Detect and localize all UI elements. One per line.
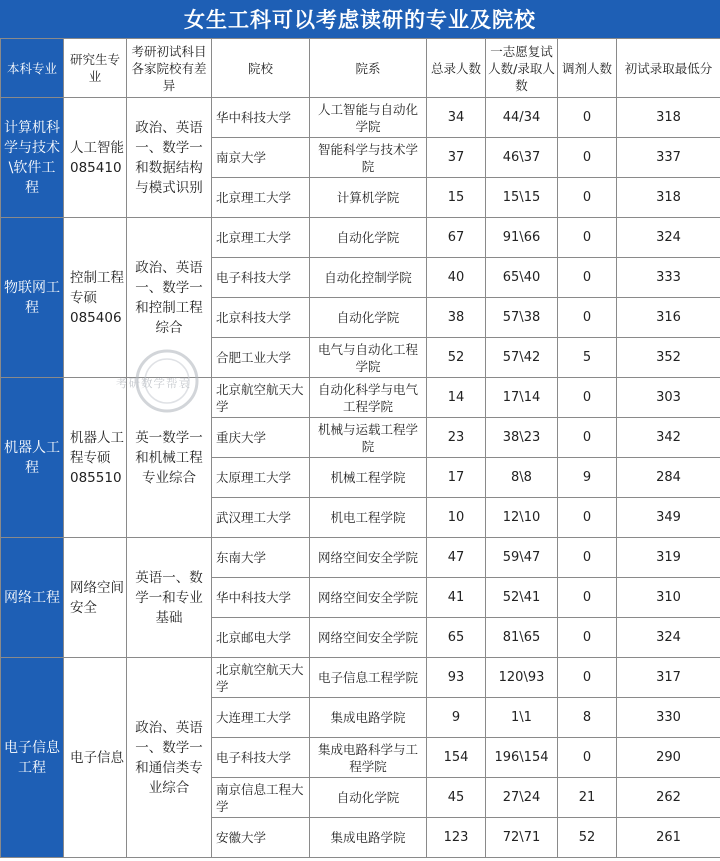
ratio-cell: 196\154 <box>486 738 558 778</box>
total-cell: 123 <box>427 818 486 858</box>
ratio-cell: 91\66 <box>486 218 558 258</box>
ratio-cell: 57\38 <box>486 298 558 338</box>
school-cell: 重庆大学 <box>212 418 310 458</box>
adjust-cell: 9 <box>558 458 617 498</box>
total-cell: 67 <box>427 218 486 258</box>
min-score-cell: 310 <box>617 578 720 618</box>
min-score-cell: 342 <box>617 418 720 458</box>
data-table <box>0 38 720 858</box>
table-row <box>1 658 720 698</box>
adjust-cell: 0 <box>558 658 617 698</box>
ratio-cell: 72\71 <box>486 818 558 858</box>
table-row <box>1 378 720 418</box>
adjust-cell: 0 <box>558 258 617 298</box>
watermark-text: 考研数学帮袁 <box>116 376 191 390</box>
adjust-cell: 0 <box>558 578 617 618</box>
adjust-cell: 52 <box>558 818 617 858</box>
school-cell: 北京航空航天大学 <box>212 658 310 698</box>
undergrad-major-cell: 电子信息工程 <box>1 658 64 858</box>
min-score-cell: 318 <box>617 178 720 218</box>
department-cell: 集成电路学院 <box>310 698 427 738</box>
school-cell: 东南大学 <box>212 538 310 578</box>
min-score-cell: 352 <box>617 338 720 378</box>
ratio-cell: 65\40 <box>486 258 558 298</box>
min-score-cell: 333 <box>617 258 720 298</box>
table-body <box>1 98 720 858</box>
min-score-cell: 330 <box>617 698 720 738</box>
total-cell: 41 <box>427 578 486 618</box>
ratio-cell: 57\42 <box>486 338 558 378</box>
department-cell: 网络空间安全学院 <box>310 618 427 658</box>
department-cell: 自动化控制学院 <box>310 258 427 298</box>
ratio-cell: 17\14 <box>486 378 558 418</box>
department-cell: 自动化学院 <box>310 298 427 338</box>
total-cell: 40 <box>427 258 486 298</box>
school-cell: 北京理工大学 <box>212 178 310 218</box>
total-cell: 17 <box>427 458 486 498</box>
adjust-cell: 0 <box>558 418 617 458</box>
adjust-cell: 0 <box>558 218 617 258</box>
department-cell: 机电工程学院 <box>310 498 427 538</box>
exam-subjects-cell: 英一数学一和机械工程专业综合 <box>127 378 212 538</box>
school-cell: 南京大学 <box>212 138 310 178</box>
school-cell: 合肥工业大学 <box>212 338 310 378</box>
school-cell: 北京邮电大学 <box>212 618 310 658</box>
school-cell: 电子科技大学 <box>212 258 310 298</box>
adjust-cell: 0 <box>558 178 617 218</box>
exam-subjects-cell: 英语一、数学一和专业基础 <box>127 538 212 658</box>
min-score-cell: 337 <box>617 138 720 178</box>
table-row <box>1 538 720 578</box>
header-grad-major: 研究生专业 <box>64 39 127 98</box>
ratio-cell: 27\24 <box>486 778 558 818</box>
department-cell: 机械与运载工程学院 <box>310 418 427 458</box>
ratio-cell: 12\10 <box>486 498 558 538</box>
ratio-cell: 46\37 <box>486 138 558 178</box>
min-score-cell: 317 <box>617 658 720 698</box>
adjust-cell: 0 <box>558 738 617 778</box>
page-title: 女生工科可以考虑读研的专业及院校 <box>0 0 720 38</box>
grad-major-cell: 机器人工程专硕085510 <box>64 378 127 538</box>
header-school: 院校 <box>212 39 310 98</box>
adjust-cell: 0 <box>558 98 617 138</box>
ratio-cell: 81\65 <box>486 618 558 658</box>
adjust-cell: 8 <box>558 698 617 738</box>
total-cell: 38 <box>427 298 486 338</box>
ratio-cell: 120\93 <box>486 658 558 698</box>
ratio-cell: 59\47 <box>486 538 558 578</box>
adjust-cell: 0 <box>558 138 617 178</box>
grad-major-cell: 电子信息 <box>64 658 127 858</box>
table-row <box>1 98 720 138</box>
exam-subjects-cell: 政治、英语一、数学一和数据结构与模式识别 <box>127 98 212 218</box>
min-score-cell: 319 <box>617 538 720 578</box>
adjust-cell: 0 <box>558 618 617 658</box>
school-cell: 大连理工大学 <box>212 698 310 738</box>
min-score-cell: 318 <box>617 98 720 138</box>
ratio-cell: 44/34 <box>486 98 558 138</box>
adjust-cell: 5 <box>558 338 617 378</box>
adjust-cell: 0 <box>558 538 617 578</box>
total-cell: 34 <box>427 98 486 138</box>
total-cell: 23 <box>427 418 486 458</box>
min-score-cell: 349 <box>617 498 720 538</box>
header-undergrad-major: 本科专业 <box>1 39 64 98</box>
total-cell: 93 <box>427 658 486 698</box>
header-exam-subjects: 考研初试科目各家院校有差异 <box>127 39 212 98</box>
undergrad-major-cell: 计算机科学与技术\软件工程 <box>1 98 64 218</box>
exam-subjects-cell: 政治、英语一、数学一和通信类专业综合 <box>127 658 212 858</box>
min-score-cell: 290 <box>617 738 720 778</box>
school-cell: 武汉理工大学 <box>212 498 310 538</box>
department-cell: 集成电路学院 <box>310 818 427 858</box>
exam-subjects-cell: 政治、英语一、数学一和控制工程综合 <box>127 218 212 378</box>
adjust-cell: 0 <box>558 298 617 338</box>
table-row <box>1 218 720 258</box>
total-cell: 14 <box>427 378 486 418</box>
total-cell: 65 <box>427 618 486 658</box>
min-score-cell: 284 <box>617 458 720 498</box>
header-department: 院系 <box>310 39 427 98</box>
school-cell: 北京科技大学 <box>212 298 310 338</box>
ratio-cell: 15\15 <box>486 178 558 218</box>
min-score-cell: 316 <box>617 298 720 338</box>
department-cell: 电子信息工程学院 <box>310 658 427 698</box>
department-cell: 智能科学与技术学院 <box>310 138 427 178</box>
grad-major-cell: 人工智能085410 <box>64 98 127 218</box>
school-cell: 太原理工大学 <box>212 458 310 498</box>
min-score-cell: 324 <box>617 618 720 658</box>
school-cell: 南京信息工程大学 <box>212 778 310 818</box>
ratio-cell: 8\8 <box>486 458 558 498</box>
school-cell: 电子科技大学 <box>212 738 310 778</box>
total-cell: 154 <box>427 738 486 778</box>
department-cell: 人工智能与自动化学院 <box>310 98 427 138</box>
department-cell: 自动化学院 <box>310 778 427 818</box>
header-total-admitted: 总录人数 <box>427 39 486 98</box>
department-cell: 集成电路科学与工程学院 <box>310 738 427 778</box>
adjust-cell: 21 <box>558 778 617 818</box>
total-cell: 15 <box>427 178 486 218</box>
undergrad-major-cell: 机器人工程 <box>1 378 64 538</box>
total-cell: 47 <box>427 538 486 578</box>
school-cell: 华中科技大学 <box>212 578 310 618</box>
school-cell: 北京理工大学 <box>212 218 310 258</box>
school-cell: 安徽大学 <box>212 818 310 858</box>
school-cell: 华中科技大学 <box>212 98 310 138</box>
adjust-cell: 0 <box>558 498 617 538</box>
department-cell: 自动化学院 <box>310 218 427 258</box>
department-cell: 电气与自动化工程学院 <box>310 338 427 378</box>
min-score-cell: 261 <box>617 818 720 858</box>
undergrad-major-cell: 物联网工程 <box>1 218 64 378</box>
header-first-choice-ratio: 一志愿复试人数/录取人数 <box>486 39 558 98</box>
ratio-cell: 38\23 <box>486 418 558 458</box>
ratio-cell: 1\1 <box>486 698 558 738</box>
department-cell: 计算机学院 <box>310 178 427 218</box>
total-cell: 45 <box>427 778 486 818</box>
school-cell: 北京航空航天大学 <box>212 378 310 418</box>
ratio-cell: 52\41 <box>486 578 558 618</box>
total-cell: 9 <box>427 698 486 738</box>
total-cell: 52 <box>427 338 486 378</box>
department-cell: 自动化科学与电气工程学院 <box>310 378 427 418</box>
adjust-cell: 0 <box>558 378 617 418</box>
department-cell: 网络空间安全学院 <box>310 578 427 618</box>
total-cell: 37 <box>427 138 486 178</box>
grad-major-cell: 控制工程专硕085406 <box>64 218 127 378</box>
min-score-cell: 303 <box>617 378 720 418</box>
header-min-score: 初试录取最低分 <box>617 39 720 98</box>
header-adjusted: 调剂人数 <box>558 39 617 98</box>
min-score-cell: 324 <box>617 218 720 258</box>
grad-major-cell: 网络空间安全 <box>64 538 127 658</box>
undergrad-major-cell: 网络工程 <box>1 538 64 658</box>
department-cell: 网络空间安全学院 <box>310 538 427 578</box>
min-score-cell: 262 <box>617 778 720 818</box>
total-cell: 10 <box>427 498 486 538</box>
department-cell: 机械工程学院 <box>310 458 427 498</box>
header-row <box>1 39 720 98</box>
